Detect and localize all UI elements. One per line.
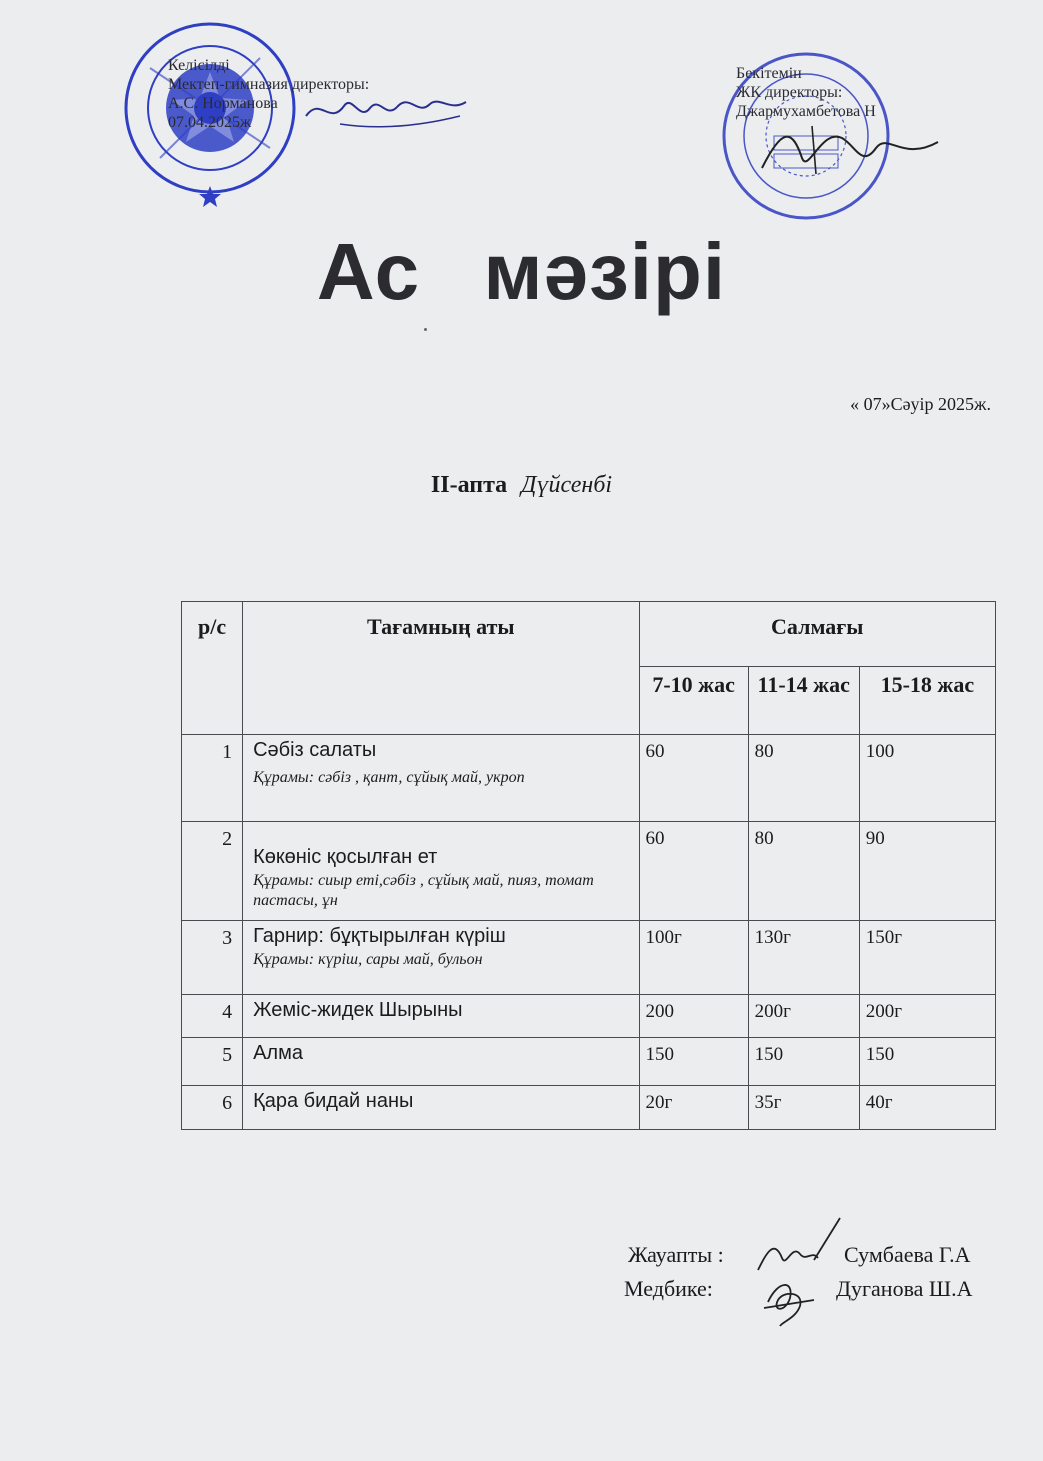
week-heading: [0, 472, 1043, 499]
header-num: р/с: [182, 602, 243, 735]
dish-composition: Құрамы: күріш, сары май, бульон: [253, 951, 483, 968]
dish-composition: Құрамы: сәбіз , қант, сұйық май, укроп: [253, 769, 525, 786]
page-title: Ас мәзірі: [316, 227, 727, 316]
dish-cell: [243, 995, 639, 1038]
approval-right-line3: Джармухамбетова Н: [736, 103, 876, 120]
dish-cell: [243, 822, 639, 921]
table-row: [182, 1086, 996, 1130]
stray-dot: [424, 328, 427, 331]
header-age-7-10: 7-10 жас: [639, 667, 748, 735]
header-age-15-18: 15-18 жас: [859, 667, 995, 735]
weight-11-14: 130г: [748, 921, 859, 995]
dish-cell: [243, 921, 639, 995]
header-age-11-14: 11-14 жас: [748, 667, 859, 735]
director-signature: [300, 86, 470, 134]
row-num: 3: [182, 921, 243, 995]
table-row: [182, 822, 996, 921]
menu-table: [181, 601, 996, 1130]
weight-15-18: 200г: [859, 995, 995, 1038]
weight-11-14: 150: [748, 1038, 859, 1086]
dish-name: Гарнир: бұқтырылған күріш: [253, 925, 506, 947]
dish-name: Алма: [253, 1042, 303, 1064]
approval-right-line1: Бекітемін: [736, 65, 802, 82]
approval-right-line2: ЖК директоры:: [736, 84, 843, 101]
weight-15-18: 90: [859, 822, 995, 921]
responsible-name: Сумбаева Г.А: [844, 1242, 971, 1267]
nurse-label: Медбике:: [624, 1276, 713, 1301]
approval-left-line2: Мектеп-гимназия директоры:: [168, 76, 370, 93]
dish-composition: Құрамы: сиыр еті,сәбіз , сұйық май, пияз, томат пастасы, ұн: [253, 872, 594, 909]
header-name: Тағамның аты: [243, 602, 639, 735]
weight-15-18: 100: [859, 735, 995, 822]
dish-cell: [243, 1086, 639, 1130]
table-row: [182, 921, 996, 995]
responsible-label: Жауапты :: [628, 1242, 724, 1267]
weight-15-18: 150: [859, 1038, 995, 1086]
weight-15-18: 40г: [859, 1086, 995, 1130]
table-row: [182, 735, 996, 822]
table-row: [182, 995, 996, 1038]
dish-cell: [243, 735, 639, 822]
row-num: 4: [182, 995, 243, 1038]
weight-11-14: 80: [748, 822, 859, 921]
approval-left-line1: Келісілді: [168, 57, 230, 74]
weight-11-14: 35г: [748, 1086, 859, 1130]
nurse-signature: [760, 1272, 820, 1328]
weight-7-10: 200: [639, 995, 748, 1038]
approval-left-line3: А.С. Норманова: [168, 95, 278, 112]
weight-7-10: 150: [639, 1038, 748, 1086]
header-mass: Салмағы: [639, 602, 995, 667]
weight-11-14: 80: [748, 735, 859, 822]
document-date: « 07»Сәуір 2025ж.: [850, 394, 991, 414]
weight-15-18: 150г: [859, 921, 995, 995]
week-day: Дүйсенбі: [521, 472, 613, 498]
row-num: 5: [182, 1038, 243, 1086]
dish-name: Көкөніс қосылған ет: [253, 846, 438, 868]
responsible-signature: [752, 1214, 848, 1278]
dish-cell: [243, 1038, 639, 1086]
weight-7-10: 60: [639, 735, 748, 822]
dish-name: Жеміс-жидек Шырыны: [253, 999, 463, 1021]
row-num: 2: [182, 822, 243, 921]
approval-right: [736, 64, 876, 121]
weight-7-10: 60: [639, 822, 748, 921]
approval-left-line4: 07.04.2025ж: [168, 114, 252, 131]
weight-7-10: 100г: [639, 921, 748, 995]
entrepreneur-signature: [752, 118, 942, 180]
week-label: II-апта: [430, 472, 508, 498]
weight-11-14: 200г: [748, 995, 859, 1038]
weight-7-10: 20г: [639, 1086, 748, 1130]
dish-name: Қара бидай наны: [253, 1090, 414, 1112]
table-row: [182, 1038, 996, 1086]
row-num: 1: [182, 735, 243, 822]
row-num: 6: [182, 1086, 243, 1130]
nurse-name: Дуганова Ш.А: [836, 1276, 973, 1301]
dish-name: Сәбіз салаты: [253, 739, 377, 761]
